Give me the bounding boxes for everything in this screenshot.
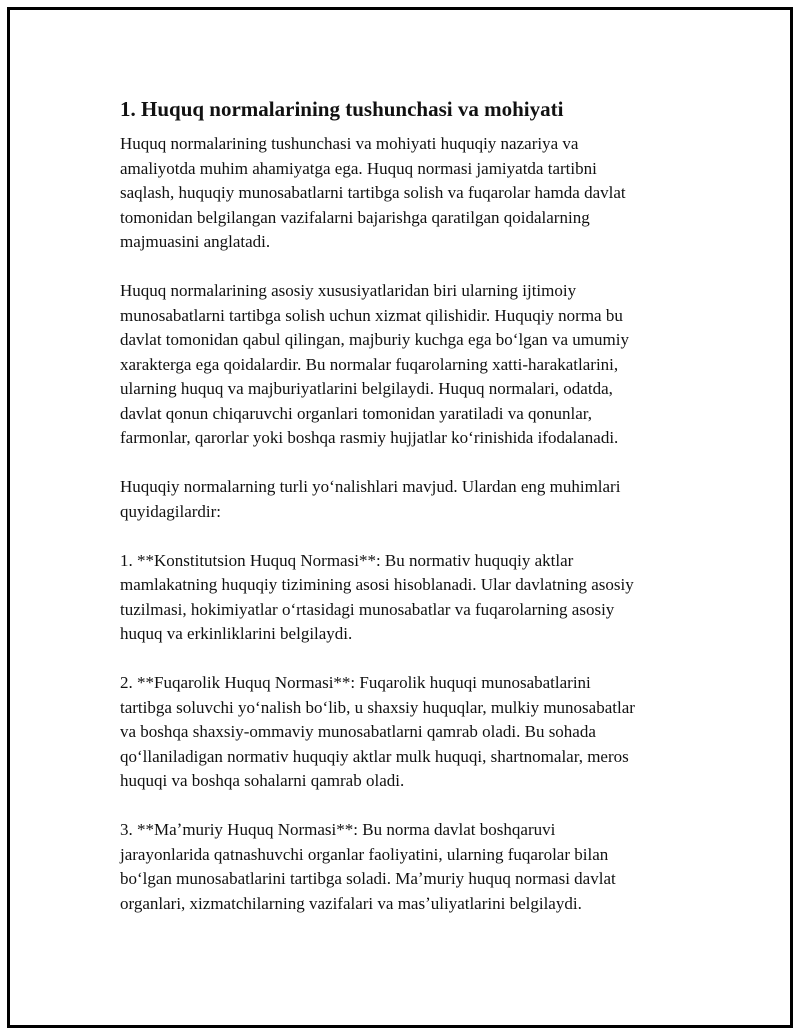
text-line: farmonlar, qarorlar yoki boshqa rasmiy hujjatlar koʻrinishida ifodalanadi. [120,428,619,447]
text-line: 2. **Fuqarolik Huquq Normasi**: Fuqarolik huquqi munosabatlarini [120,673,591,692]
page-frame [7,7,793,1028]
text-line: va boshqa shaxsiy-ommaviy munosabatlarni qamrab oladi. Bu sohada [120,722,596,741]
text-line: Huquqiy normalarning turli yoʻnalishlari mavjud. Ulardan eng muhimlari [120,477,621,496]
text-line: 3. **Maʼmuriy Huquq Normasi**: Bu norma davlat boshqaruvi [120,820,556,839]
text-line: Huquq normalarining tushunchasi va mohiyati huquqiy nazariya va [120,134,579,153]
text-line: xarakterga ega qoidalardir. Bu normalar fuqarolarning xatti-harakatlarini, [120,354,619,374]
text-line: majmuasini anglatadi. [120,232,271,251]
text-line: quyidagilardir: [120,501,222,521]
text-line: qoʻllaniladigan normativ huquqiy aktlar mulk huquqi, shartnomalar, meros [120,746,629,766]
text-line: tartibga soluvchi yoʻnalish boʻlib, u shaxsiy huquqlar, mulkiy munosabatlar [120,697,635,717]
document-title: 1. Huquq normalarining tushunchasi va mohiyati [120,97,564,121]
paragraph-item-1 [120,549,700,647]
text-line: tomonidan belgilangan vazifalarni bajarishga qaratilgan qoidalarning [120,207,590,227]
paragraph-features [120,279,700,451]
text-line: Huquq normalarining asosiy xususiyatlaridan biri ularning ijtimoiy [120,281,577,300]
document-body [120,96,700,941]
text-line: huquqi va boshqa sohalarni qamrab oladi. [120,771,405,790]
text-line: tuzilmasi, hokimiyatlar oʻrtasidagi munosabatlar va fuqarolarning asosiy [120,599,615,619]
text-line: amaliyotda muhim ahamiyatga ega. Huquq normasi jamiyatda tartibni [120,158,597,178]
text-line: davlat qonun chiqaruvchi organlari tomonidan yaratiladi va qonunlar, [120,403,593,423]
text-line: davlat tomonidan qabul qilingan, majburiy kuchga ega boʻlgan va umumiy [120,330,629,349]
paragraph-item-3 [120,818,700,916]
paragraph-directions [120,475,700,524]
text-line: huquq va erkinliklarini belgilaydi. [120,624,353,643]
text-line: munosabatlarni tartibga solish uchun xizmat qilishidir. Huquqiy norma bu [120,305,623,325]
text-line: boʻlgan munosabatlarini tartibga soladi. Maʼmuriy huquq normasi davlat [120,869,616,888]
text-line: jarayonlarida qatnashuvchi organlar faoliyatini, ularning fuqarolar bilan [120,844,609,864]
paragraph-item-2 [120,671,700,794]
text-line: 1. **Konstitutsion Huquq Normasi**: Bu normativ huquqiy aktlar [120,550,574,570]
text-line: saqlash, huquqiy munosabatlarni tartibga solish va fuqarolar hamda davlat [120,183,626,202]
text-line: ularning huquq va majburiyatlarini belgilaydi. Huquq normalari, odatda, [120,379,613,398]
text-line: organlari, xizmatchilarning vazifalari va masʼuliyatlarini belgilaydi. [120,893,582,913]
text-line: mamlakatning huquqiy tizimining asosi hisoblanadi. Ular davlatning asosiy [120,575,634,594]
paragraph-intro [120,132,700,255]
